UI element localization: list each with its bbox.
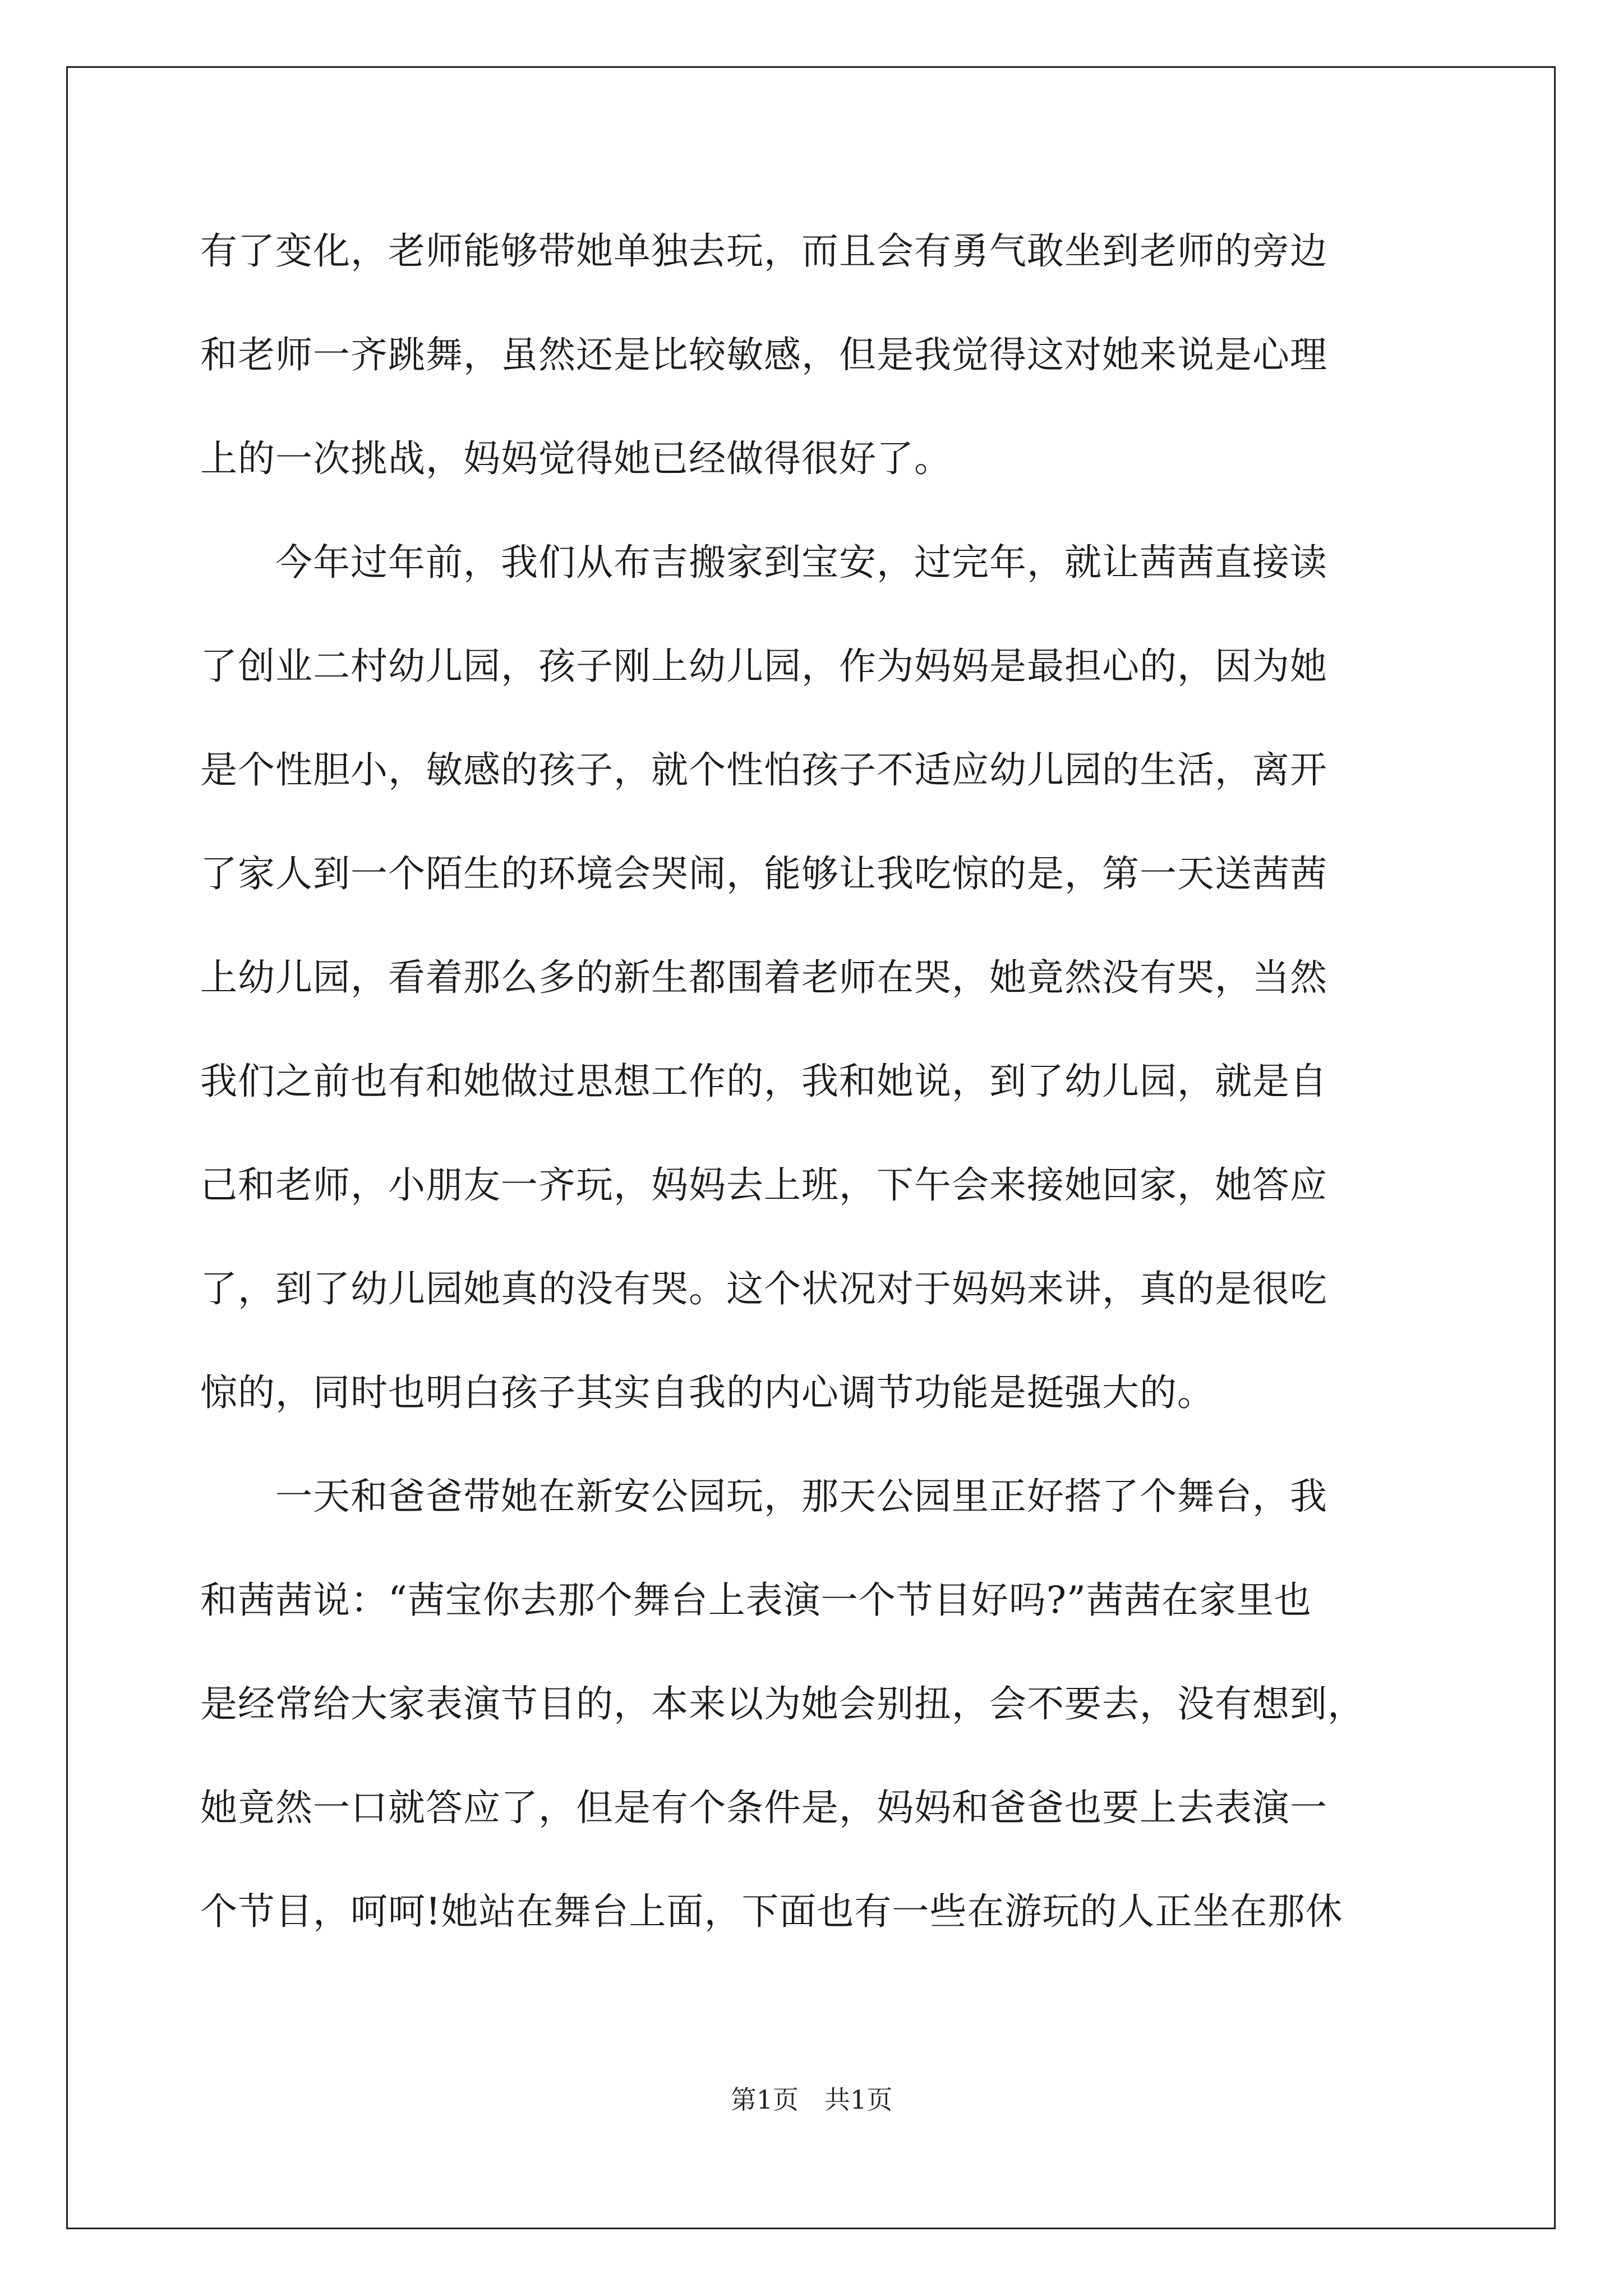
text-line: 她竟然一口就答应了，但是有个条件是，妈妈和爸爸也要上去表演一 [200,1786,1327,1829]
text-line: 和老师一齐跳舞，虽然还是比较敏感，但是我觉得这对她来说是心理 [200,333,1327,376]
text-line: 我们之前也有和她做过思想工作的，我和她说，到了幼儿园，就是自 [200,1060,1327,1103]
text-line: 是个性胆小，敏感的孩子，就个性怕孩子不适应幼儿园的生活，离开 [200,748,1327,792]
text-line: 己和老师，小朋友一齐玩，妈妈去上班，下午会来接她回家，她答应 [200,1163,1327,1207]
text-line: 惊的，同时也明白孩子其实自我的内心调节功能是挺强大的。 [200,1371,1215,1414]
page-footer [0,2083,1623,2116]
page-total: 共1页 [824,2085,893,2115]
text-line: 是经常给大家表演节目的，本来以为她会别扭，会不要去，没有想到， [200,1682,1365,1726]
text-line: 个节目，呵呵!她站在舞台上面，下面也有一些在游玩的人正坐在那休 [200,1890,1343,1933]
text-line: 和茜茜说：“茜宝你去那个舞台上表演一个节目好吗?”茜茜在家里也 [200,1579,1312,1622]
text-line: 有了变化，老师能够带她单独去玩，而且会有勇气敢坐到老师的旁边 [200,229,1327,273]
text-line: 一天和爸爸带她在新安公园玩，那天公园里正好搭了个舞台，我 [200,1475,1327,1518]
text-line: 上的一次挑战，妈妈觉得她已经做得很好了。 [200,437,952,480]
page-number: 第1页 [730,2085,799,2115]
text-line: 了，到了幼儿园她真的没有哭。这个状况对于妈妈来讲，真的是很吃 [200,1267,1327,1310]
text-line: 今年过年前，我们从布吉搬家到宝安，过完年，就让茜茜直接读 [200,541,1327,584]
text-line: 上幼儿园，看着那么多的新生都围着老师在哭，她竟然没有哭，当然 [200,956,1327,999]
text-line: 了创业二村幼儿园，孩子刚上幼儿园，作为妈妈是最担心的，因为她 [200,645,1327,688]
text-line: 了家人到一个陌生的环境会哭闹，能够让我吃惊的是，第一天送茜茜 [200,852,1327,895]
